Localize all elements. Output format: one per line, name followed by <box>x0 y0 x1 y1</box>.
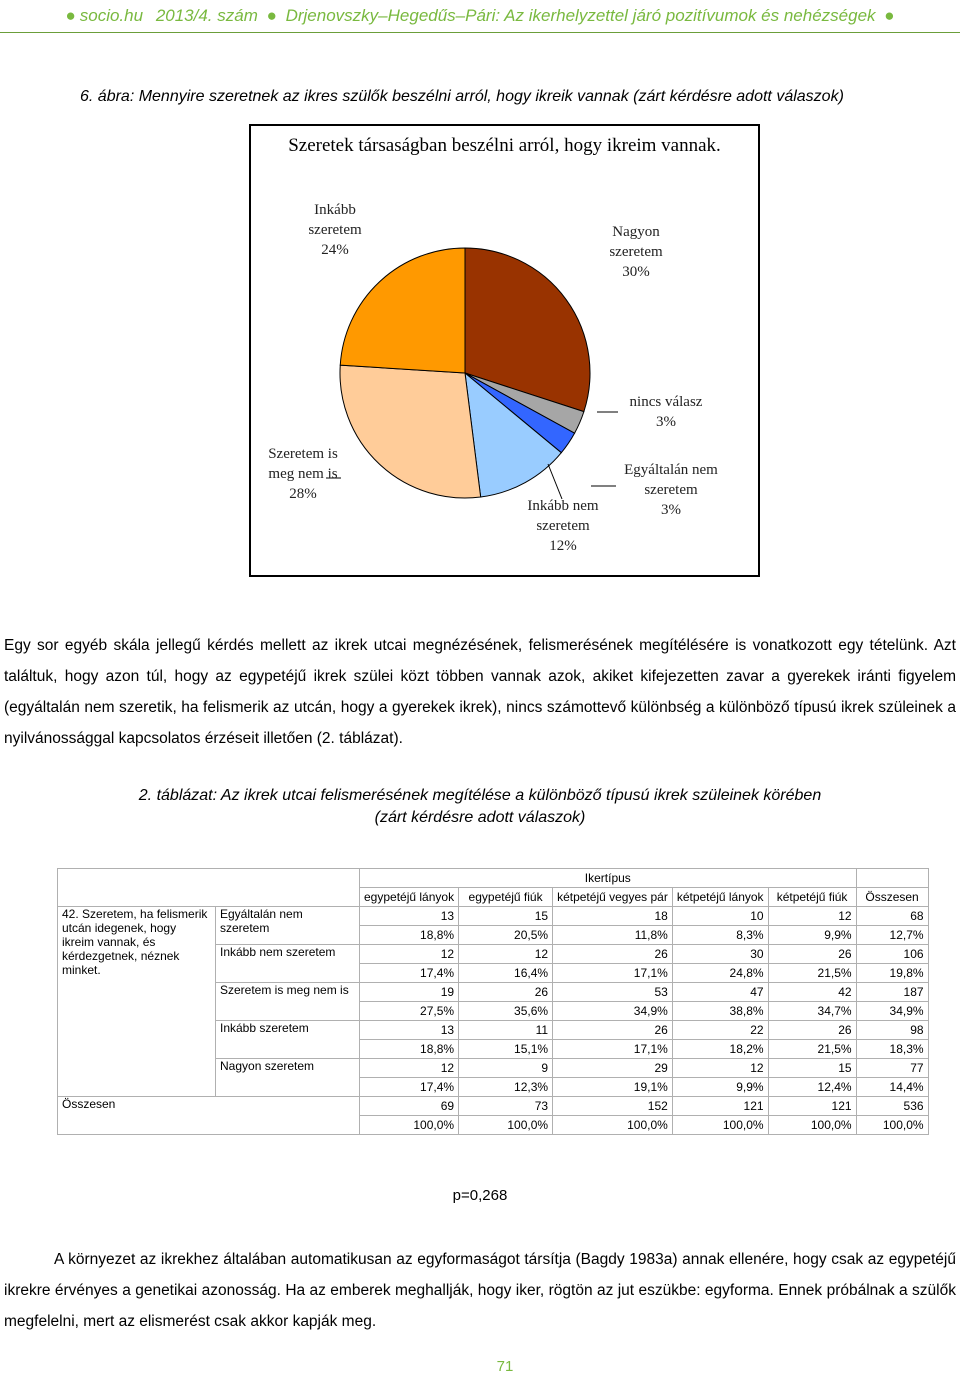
percent-cell: 17,1% <box>553 1040 673 1059</box>
paragraph-1: Egy sor egyéb skála jellegű kérdés mellett az ikrek utcai megnézésének, felismerésének megítélésére is vonatkozott egy tételünk. Azt találtuk, hogy azon túl, hogy az egypetéjű ikrek szülei közt többen vannak azok, akiket kifejezetten zavar a gyerekek iránti figyelem (egyáltalán nem szeretik, ha felismerik az utcán, hogy a gyerekek ikrek), nincs számottevő különbség a különböző típusú ikrek szüleinek a nyilvánossággal kapcsolatos érzéseit illetően (2. táblázat). <box>4 637 956 747</box>
percent-cell: 100,0% <box>672 1116 768 1135</box>
count-cell: 12 <box>360 1059 459 1078</box>
percent-cell: 34,9% <box>553 1002 673 1021</box>
pie-label-line: meg nem is <box>268 466 338 482</box>
percent-cell: 19,8% <box>856 964 928 983</box>
percent-cell: 14,4% <box>856 1078 928 1097</box>
pie-label-line: Egyáltalán nem <box>624 462 718 478</box>
count-cell: 15 <box>459 907 553 926</box>
count-cell: 121 <box>768 1097 856 1116</box>
count-cell: 73 <box>459 1097 553 1116</box>
header-article: Drjenovszky–Hegedűs–Pári: Az ikerhelyzettel járó pozitívumok és nehézségek <box>285 6 876 25</box>
pie-label-egyáltalán-nem-szeretem <box>611 460 731 520</box>
percent-cell: 12,7% <box>856 926 928 945</box>
count-cell: 98 <box>856 1021 928 1040</box>
table-caption <box>80 785 880 829</box>
pie-label-line: nincs válasz <box>629 394 703 410</box>
count-cell: 152 <box>553 1097 673 1116</box>
count-cell: 15 <box>768 1059 856 1078</box>
pie-label-inkább-nem-szeretem <box>503 496 623 556</box>
bullet-icon <box>147 6 152 26</box>
pie-label-line: Nagyon <box>612 224 660 240</box>
table-corner <box>58 869 360 907</box>
table-caption-line2: (zárt kérdésre adott válaszok) <box>374 809 586 826</box>
count-cell: 12 <box>459 945 553 964</box>
column-header: kétpetéjű vegyes pár <box>553 888 673 907</box>
row-label: Inkább nem szeretem <box>216 945 360 983</box>
percent-cell: 18,8% <box>360 926 459 945</box>
percent-cell: 12,4% <box>768 1078 856 1097</box>
bullet-icon: ● <box>65 6 76 25</box>
pie-label-line: 3% <box>656 414 676 430</box>
count-cell: 26 <box>553 1021 673 1040</box>
running-header <box>0 0 960 33</box>
count-cell: 47 <box>672 983 768 1002</box>
table-caption-line1: 2. táblázat: Az ikrek utcai felismerésének megítélése a különböző típusú ikrek szüleinek körében <box>138 787 822 804</box>
pie-label-nagyon-szeretem <box>576 222 696 282</box>
figure-caption: 6. ábra: Mennyire szeretnek az ikres szülők beszélni arról, hogy ikreik vannak (zárt kérdésre adott válaszok) <box>80 88 844 105</box>
percent-cell: 17,1% <box>553 964 673 983</box>
count-cell: 26 <box>768 1021 856 1040</box>
count-cell: 26 <box>553 945 673 964</box>
p-value: p=0,268 <box>452 1187 508 1204</box>
percent-cell: 16,4% <box>459 964 553 983</box>
percent-cell: 100,0% <box>360 1116 459 1135</box>
percent-cell: 21,5% <box>768 1040 856 1059</box>
percent-cell: 18,3% <box>856 1040 928 1059</box>
table-cell <box>856 869 928 888</box>
chart-title: Szeretek társaságban beszélni arról, hogy ikreim vannak. <box>288 135 721 156</box>
column-header: egypetéjű fiúk <box>459 888 553 907</box>
percent-cell: 24,8% <box>672 964 768 983</box>
percent-cell: 34,9% <box>856 1002 928 1021</box>
row-label: Nagyon szeretem <box>216 1059 360 1097</box>
percent-cell: 18,8% <box>360 1040 459 1059</box>
count-cell: 22 <box>672 1021 768 1040</box>
pie-label-line: Szeretem is <box>268 446 338 462</box>
percent-cell: 20,5% <box>459 926 553 945</box>
count-cell: 42 <box>768 983 856 1002</box>
percent-cell: 100,0% <box>768 1116 856 1135</box>
percent-cell: 8,3% <box>672 926 768 945</box>
percent-cell: 9,9% <box>672 1078 768 1097</box>
bullet-icon: ● <box>261 6 282 25</box>
percent-cell: 17,4% <box>360 1078 459 1097</box>
count-cell: 9 <box>459 1059 553 1078</box>
column-header: Összesen <box>856 888 928 907</box>
table-row <box>58 907 929 926</box>
column-header: kétpetéjű fiúk <box>768 888 856 907</box>
count-cell: 53 <box>553 983 673 1002</box>
percent-cell: 35,6% <box>459 1002 553 1021</box>
count-cell: 13 <box>360 1021 459 1040</box>
percent-cell: 38,8% <box>672 1002 768 1021</box>
pie-label-line: Inkább nem <box>527 498 599 514</box>
percent-cell: 15,1% <box>459 1040 553 1059</box>
pie-label-nincs-válasz <box>606 392 726 432</box>
count-cell: 26 <box>459 983 553 1002</box>
pie-label-line: 12% <box>549 538 577 554</box>
percent-cell: 100,0% <box>856 1116 928 1135</box>
count-cell: 12 <box>768 907 856 926</box>
header-issue: 2013/4. szám <box>155 6 258 25</box>
count-cell: 29 <box>553 1059 673 1078</box>
pie-label-line: 30% <box>622 264 650 280</box>
count-cell: 77 <box>856 1059 928 1078</box>
count-cell: 69 <box>360 1097 459 1116</box>
percent-cell: 100,0% <box>459 1116 553 1135</box>
count-cell: 18 <box>553 907 673 926</box>
count-cell: 26 <box>768 945 856 964</box>
pie-label-line: szeretem <box>308 222 362 238</box>
row-label: Egyáltalán nem szeretem <box>216 907 360 945</box>
total-label: Összesen <box>58 1097 360 1135</box>
count-cell: 536 <box>856 1097 928 1116</box>
percent-cell: 27,5% <box>360 1002 459 1021</box>
row-label: Szeretem is meg nem is <box>216 983 360 1021</box>
bullet-icon: ● <box>879 6 895 25</box>
pie-label-line: 3% <box>661 502 681 518</box>
percent-cell: 9,9% <box>768 926 856 945</box>
crosstab-table <box>57 868 929 1135</box>
percent-cell: 19,1% <box>553 1078 673 1097</box>
count-cell: 12 <box>360 945 459 964</box>
page-number: 71 <box>496 1358 514 1375</box>
pie-slice-inkább-szeretem <box>340 248 465 373</box>
count-cell: 106 <box>856 945 928 964</box>
percent-cell: 21,5% <box>768 964 856 983</box>
pie-chart <box>249 124 760 577</box>
pie-label-szeretem-is-meg-nem-is <box>243 444 363 504</box>
count-cell: 187 <box>856 983 928 1002</box>
group-header: Ikertípus <box>360 869 857 888</box>
count-cell: 19 <box>360 983 459 1002</box>
table-total-row <box>58 1097 929 1116</box>
header-site: socio.hu <box>79 6 144 25</box>
count-cell: 13 <box>360 907 459 926</box>
percent-cell: 34,7% <box>768 1002 856 1021</box>
pie-label-inkább-szeretem <box>275 200 395 260</box>
pie-label-line: szeretem <box>609 244 663 260</box>
count-cell: 68 <box>856 907 928 926</box>
leader-line <box>548 464 562 499</box>
paragraph-2-text: A környezet az ikrekhez általában automatikusan az egyformaságot társítja (Bagdy 1983a) annak ellenére, hogy csak az egypetéjű ikrekre érvényes a genetikai azonosság. Ha az emberek meghallják, hogy iker, rögtön az jut eszükbe: egyforma. Ennek próbálnak a szülők megfelelni, mert az elismerést csak akkor kapják meg. <box>4 1251 956 1330</box>
percent-cell: 11,8% <box>553 926 673 945</box>
count-cell: 10 <box>672 907 768 926</box>
percent-cell: 100,0% <box>553 1116 673 1135</box>
paragraph-2 <box>4 1244 956 1337</box>
percent-cell: 17,4% <box>360 964 459 983</box>
pie-label-line: szeretem <box>536 518 590 534</box>
column-header: kétpetéjű lányok <box>672 888 768 907</box>
table-header-row <box>58 869 929 888</box>
percent-cell: 12,3% <box>459 1078 553 1097</box>
percent-cell: 18,2% <box>672 1040 768 1059</box>
count-cell: 121 <box>672 1097 768 1116</box>
count-cell: 11 <box>459 1021 553 1040</box>
pie-label-line: 24% <box>321 242 349 258</box>
count-cell: 12 <box>672 1059 768 1078</box>
column-header: egypetéjű lányok <box>360 888 459 907</box>
pie-label-line: Inkább <box>314 202 356 218</box>
row-label: Inkább szeretem <box>216 1021 360 1059</box>
pie-label-line: szeretem <box>644 482 698 498</box>
pie-label-line: 28% <box>289 486 317 502</box>
count-cell: 30 <box>672 945 768 964</box>
question-label: 42. Szeretem, ha felismerik utcán idegenek, hogy ikreim vannak, és kérdezgetnek, néznek minket. <box>58 907 216 1097</box>
